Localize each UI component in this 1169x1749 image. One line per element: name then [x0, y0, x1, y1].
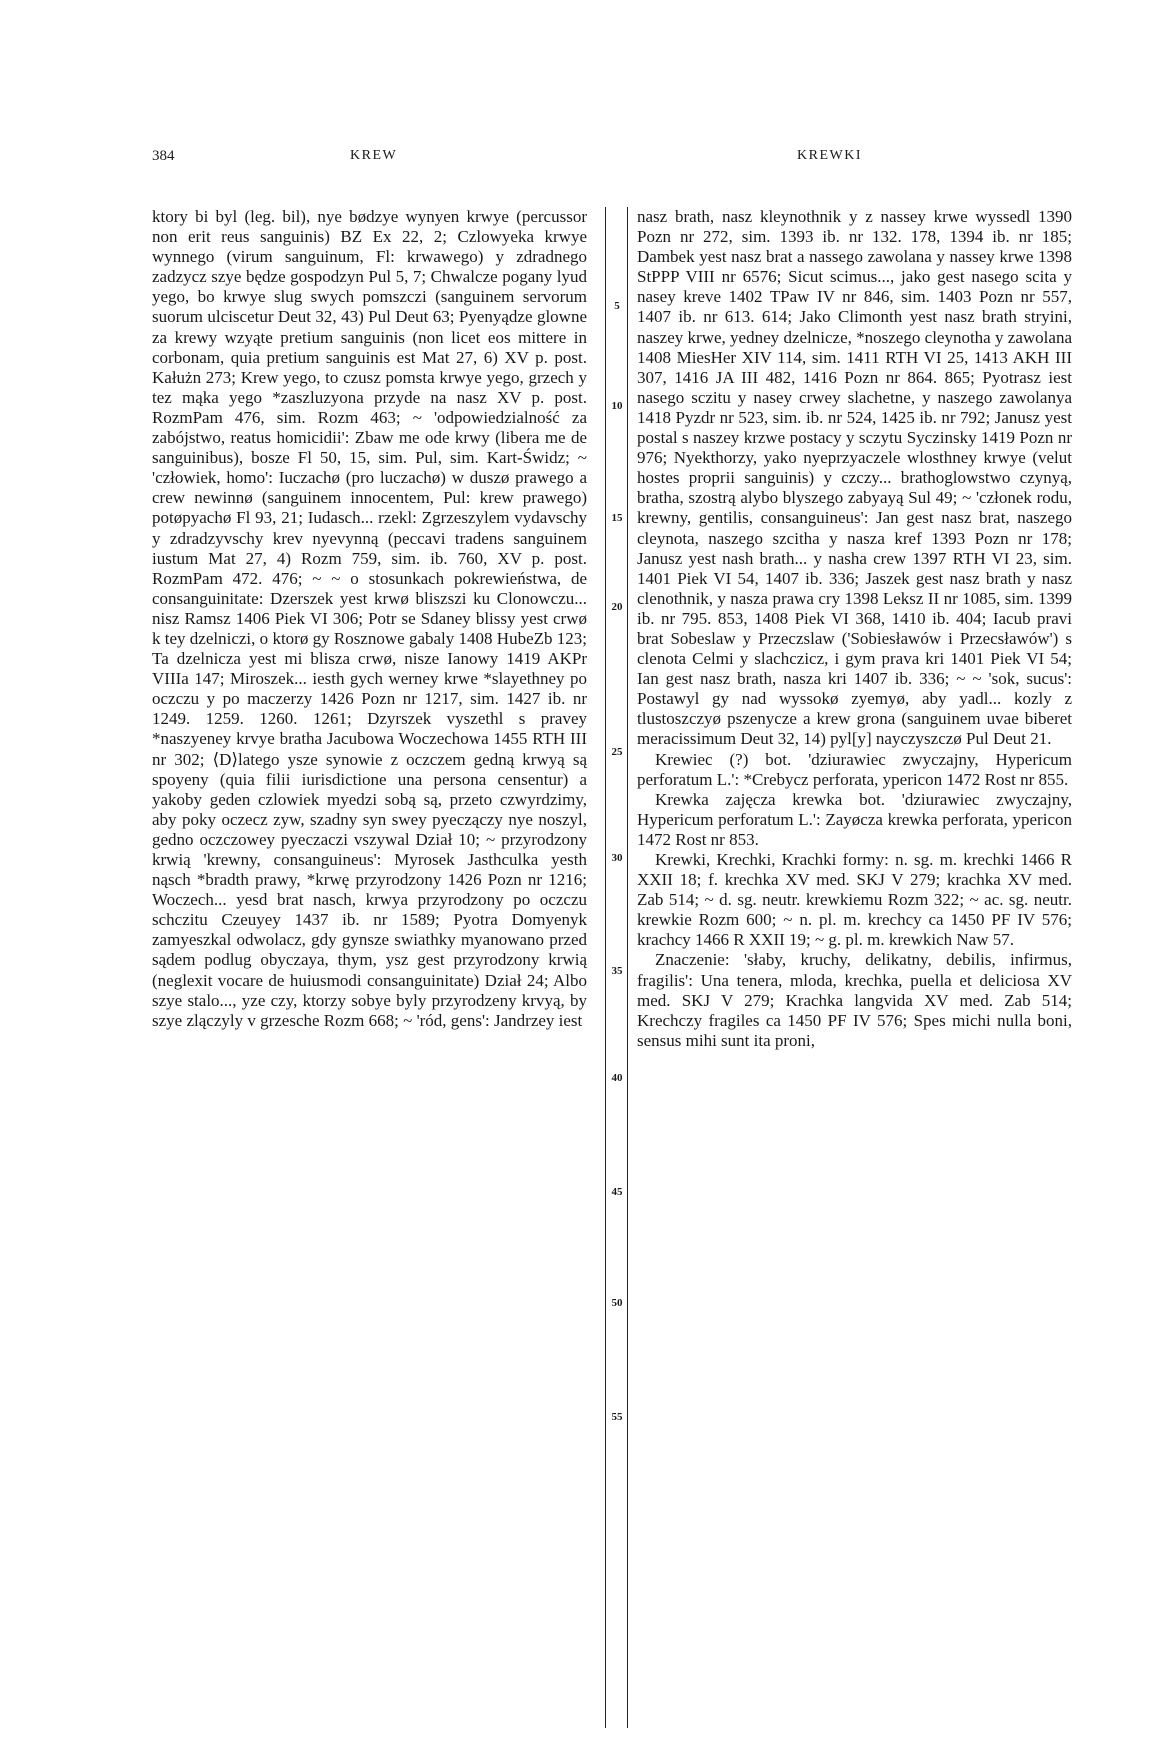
- page-number: 384: [152, 148, 175, 164]
- entry-krewki-formy: Krewki, Krechki, Krachki formy: n. sg. m. krechki 1466 R XXII 18; f. krechka XV med. SKJ V 279; krachka XV med. Zab 514; ~ d. sg. neutr. krewkiemu Rozm 322; ~ ac. sg. neutr. krewkie Rozm 600; ~ n. pl. m. krechcy ca 1450 PF IV 576; krachcy 1466 R XXII 19; ~ g. pl. m. krewkich Naw 57.: [637, 850, 1072, 950]
- running-head-right: KREWKI: [797, 148, 862, 163]
- line-number: 35: [611, 965, 623, 977]
- line-number: 10: [611, 400, 623, 412]
- line-number: 5: [614, 300, 620, 312]
- right-column: [637, 207, 1072, 1749]
- line-number: 15: [611, 512, 623, 524]
- entry-krewiec: Krewiec (?) bot. 'dziurawiec zwyczajny, Hypericum perforatum L.': *Crebycz perforata, ypericon 1472 Rost nr 855.: [637, 749, 1072, 789]
- entry-text: nasz brath, nasz kleynothnik y z nassey krwe wyssedl 1390 Pozn nr 272, sim. 1393 ib. nr 132. 178, 1394 ib. nr 185; Dambek yest nasz brat a nassego zawolana y nassey krwe 1398 StPPP VIII nr 6576; Sicut scimus..., jako gest nasego scita y nasey kreve 1402 TPaw IV nr 846, sim. 1403 Pozn nr 557, 1407 ib. nr 613. 614; Jako Climonth yest nasz brath stryini, naszey krwe, yedney dzelnicze, *noszego cleynotha y zawolana 1408 MiesHer XIV 114, sim. 1411 RTH VI 25, 1413 AKH III 307, 1416 JA III 482, 1416 Pozn nr 864. 865; Pyotrasz iest nasego sczitu y nasey crwey slachetne, y naszego zawolanya 1418 Pyzdr nr 523, sim. ib. nr 524, 1425 ib. nr 792; Janusz yest postal s naszey krzwe postacy y sczytu Syczinsky 1419 Pozn nr 976; Nyekthorzy, yako nyeprzyaczele wlosthney krwye (velut hostes proprii sanguinis) y czczy... brathoglowstwo czynyą, bratha, szostrą alybo blyszego zabyayą Sul 49; ~ 'członek rodu, krewny, gentilis, consanguineus': Jan gest nasz brat, naszego cleynota, naszego szcitha y nasza kref 1393 Pozn nr 178; Janusz yest nash brath... y nasha crew 1397 RTH VI 23, sim. 1401 Piek VI 54, 1407 ib. 336; Jaszek gest nasz brath y nasz clenothnik, y nasza prawa cry 1398 Leksz II nr 1085, sim. 1399 ib. nr 795. 853, 1408 Piek VI 368, 1410 ib. 404; Iacub pravi brat Sobeslaw y Przeczslaw ('Sobiesławów i Przecsławów') s clenota Celmi y slachczicz, i gym prava kri 1401 Piek VI 54; Ian gest nasz brath, nasza kri 1407 ib. 336; ~ ~ 'sok, sucus': Postawyl gy nad wyssokø zyemyø, aby yadl... kozly z tlustoszczyø pszenycze a krew grona (sanguinem uvae biberet meracissimum Deut 32, 14) pyl[y] nayczyszczø Pul Deut 21.: [637, 207, 1072, 749]
- entry-krewka: Krewka zajęcza krewka bot. 'dziurawiec zwyczajny, Hypericum perforatum L.': Zayøcza krewka perforata, ypericon 1472 Rost nr 853.: [637, 789, 1072, 849]
- column-rule-right: [627, 207, 628, 1728]
- line-number: 50: [611, 1297, 623, 1309]
- line-number: 25: [611, 746, 623, 758]
- line-number: 20: [611, 601, 623, 613]
- line-number: 30: [611, 852, 623, 864]
- line-number: 40: [611, 1072, 623, 1084]
- entry-text: ktory bi byl (leg. bil), nye bødzye wynyen krwye (percussor non erit reus sanguinis) BZ Ex 22, 2; Czlowyeka krwye wynnego (virum sanguinum, Fl: krwawego) y zdradnego zadzycz szye będze gospodzyn Pul 5, 7; Chwalcze pogany lyud yego, bo krwye slug swych pomszczi (sanguinem servorum suorum ulciscetur Deut 32, 43) Pul Deut 63; Pyenyądze glowne za krewy wzyąte pretium sanguinis (non licet eos mittere in corbonam, quia pretium sanguinis est Mat 27, 6) XV p. post. Kałużn 273; Krew yego, to czusz pomsta krwye yego, grzech y tez mąka yego *zaszluzyona przyde na nasz XV p. post. RozmPam 476, sim. Rozm 463; ~ 'odpowiedzialność za zabójstwo, reatus homicidii': Zbaw me ode krwy (libera me de sanguinibus), bosze Fl 50, 15, sim. Pul, sim. Kart-Świdz; ~ 'człowiek, homo': Iuczachø (pro luczachø) w duszø prawego a crew newinnø (sanguinem innocentem, Pul: krew prawego) potøpyachø Fl 93, 21; Iudasch... rzekl: Zgrzeszylem vydavschy y zdradzyvschy krev nyevynną (peccavi tradens sanguinem iustum Mat 27, 4) Rozm 759, sim. ib. 760, XV p. post. RozmPam 472. 476; ~ ~ o stosunkach pokrewieństwa, de consanguinitate: Dzerszek yest krwø bliszszi ku Clonowczu... nisz Ramsz 1406 Piek VI 306; Potr se Sdaney blissy yest crwø k tey dzelniczi, o ktorø gy Rosznowe gabaly 1408 HubeZb 123; Ta dzelnicza yest mi blisza crwø, nisze Ianowy 1419 AKPr VIIIa 147; Miroszek... iesth gych werney krwe *slayethney po oczczu y po maczerzy 1426 Pozn nr 1217, sim. 1427 ib. nr 1249. 1259. 1260. 1261; Dzyrszek vyszethl s pravey *naszyeney krvye bratha Jacubowa Woczechowa 1455 RTH III nr 302; ⟨D⟩latego ysze synowie z oczczem gedną krwyą są spoyeny (quia filii iurisdictione una persona censentur) a yakoby geden czlowiek myedzi sobą są, przeto czwyrdzimy, aby poky oczecz zyw, szadny syn swey pyeczączy nye noszyl, gedno oczczowey pyeczaczi vszywal Dział 10; ~ przyrodzony krwią 'krewny, consanguineus': Myrosek Jasthculka yesth nąsch *bradth prawy, *krwę przyrodzony 1426 Pozn nr 1216; Woczech... yesd brat nasch, krwya przyrodzony po oczczu schczitu Czeuyey 1437 ib. nr 1589; Pyotra Domyenyk zamyeszkal odwolacz, gdy gynsze swiathky myanowano przed sądem podlug obyczaya, thym, ysz gest przyrodzony krwią (neglexit vocare de huiusmodi consanguinitate) Dział 24; Albo szye stalo..., yze czy, ktorzy sobye byly przyrodzeny krvyą, by szye zlączyly v grzesche Rozm 668; ~ 'ród, gens': Jandrzey iest: [152, 207, 587, 1030]
- left-column: [152, 207, 587, 1749]
- running-head-left: KREW: [350, 148, 398, 163]
- line-number: 55: [611, 1411, 623, 1423]
- line-number: 45: [611, 1186, 623, 1198]
- column-rule-left: [605, 207, 606, 1728]
- entry-krewki-znaczenie: Znaczenie: 'słaby, kruchy, delikatny, debilis, infirmus, fragilis': Una tenera, mloda, krechka, puella et deliciosa XV med. SKJ V 279; Krachka langvida XV med. Zab 514; Krechczy fragiles ca 1450 PF IV 576; Spes michi nulla boni, sensus mihi sunt ita proni,: [637, 950, 1072, 1050]
